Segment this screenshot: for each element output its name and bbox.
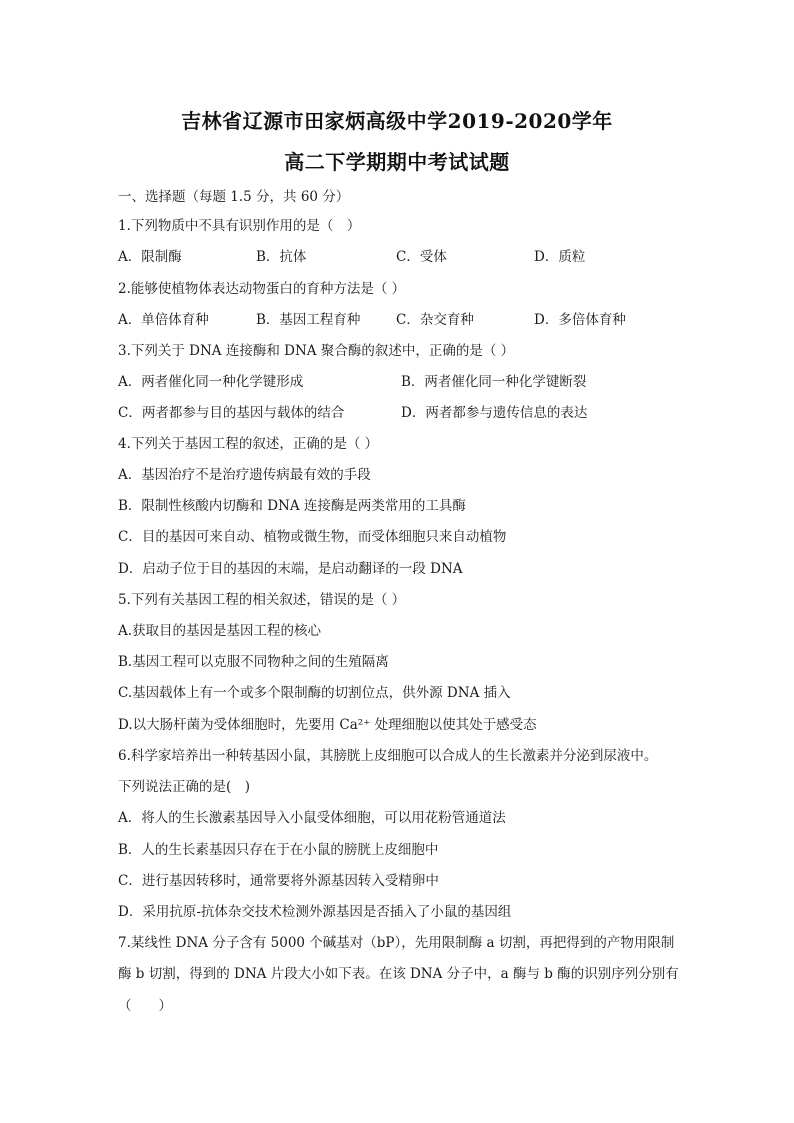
option-c: C．两者都参与目的基因与载体的结合 — [118, 405, 345, 421]
option-d: D．两者都参与遗传信息的表达 — [401, 405, 588, 421]
option-b: B．基因工程育种 — [256, 312, 361, 328]
question-3-stem: 3.下列关于 DNA 连接酶和 DNA 聚合酶的叙述中，正确的是（ ） — [118, 343, 515, 359]
question-7-stem-line-1: 7.某线性 DNA 分子含有 5000 个碱基对（bP），先用限制酶 a 切割，再把得到的产物用限制 — [118, 935, 675, 951]
exam-title: 吉林省辽源市田家炳高级中学2019-2020学年 — [181, 109, 613, 133]
option-d: D．多倍体育种 — [534, 312, 626, 328]
option-a: A．单倍体育种 — [118, 312, 209, 328]
question-6-option-a: A．将人的生长激素基因导入小鼠受体细胞，可以用花粉管通道法 — [118, 810, 506, 826]
question-4-option-d: D．启动子位于目的基因的末端，是启动翻译的一段 DNA — [118, 561, 463, 577]
question-2-options — [118, 310, 678, 330]
question-4-option-c: C．目的基因可来自动、植物或微生物，而受体细胞只来自动植物 — [118, 529, 507, 545]
question-6-stem-line-2: 下列说法正确的是( ) — [118, 779, 251, 795]
question-6-stem-line-1: 6.科学家培养出一种转基因小鼠，其膀胱上皮细胞可以合成人的生长激素并分泌到尿液中。 — [118, 748, 658, 764]
question-1-stem: 1.下列物质中不具有识别作用的是（ ） — [118, 218, 361, 234]
question-7-stem-line-3: （ ） — [118, 998, 172, 1014]
option-a: A．两者催化同一种化学键形成 — [118, 374, 304, 390]
question-7-stem-line-2: 酶 b 切割，得到的 DNA 片段大小如下表。在该 DNA 分子中，a 酶与 b 酶的识别序列分别有 — [118, 966, 679, 982]
question-6-option-b: B．人的生长素基因只存在于在小鼠的膀胱上皮细胞中 — [118, 842, 439, 858]
option-c: C．杂交育种 — [396, 312, 474, 328]
question-2-stem: 2.能够使植物体表达动物蛋白的育种方法是（ ） — [118, 281, 406, 297]
question-4-option-b: B．限制性核酸内切酶和 DNA 连接酶是两类常用的工具酶 — [118, 498, 466, 514]
question-5-option-c: C.基因载体上有一个或多个限制酶的切割位点，供外源 DNA 插入 — [118, 685, 511, 701]
question-6-option-c: C．进行基因转移时，通常要将外源基因转入受精卵中 — [118, 873, 439, 889]
question-4-stem: 4.下列关于基因工程的叙述，正确的是（ ） — [118, 436, 379, 452]
section-heading: 一、选择题（每题 1.5 分，共 60 分） — [118, 189, 350, 205]
question-3-options-row-2 — [118, 403, 678, 423]
question-3-options-row-1 — [118, 372, 678, 392]
option-b: B．两者催化同一种化学键断裂 — [401, 374, 587, 390]
question-5-option-d: D.以大肠杆菌为受体细胞时，先要用 Ca²⁺ 处理细胞以使其处于感受态 — [118, 717, 537, 733]
question-5-option-a: A.获取目的基因是基因工程的核心 — [118, 623, 322, 639]
option-b: B．抗体 — [256, 249, 307, 265]
option-d: D．质粒 — [534, 249, 586, 265]
question-6-option-d: D．采用抗原-抗体杂交技术检测外源基因是否插入了小鼠的基因组 — [118, 904, 512, 920]
question-4-option-a: A．基因治疗不是治疗遗传病最有效的手段 — [118, 467, 371, 483]
exam-subtitle: 高二下学期期中考试试题 — [284, 150, 510, 174]
question-5-stem: 5.下列有关基因工程的相关叙述，错误的是（ ） — [118, 592, 406, 608]
question-5-option-b: B.基因工程可以克服不同物种之间的生殖隔离 — [118, 654, 389, 670]
option-c: C．受体 — [396, 249, 447, 265]
question-1-options — [118, 247, 678, 267]
option-a: A．限制酶 — [118, 249, 182, 265]
